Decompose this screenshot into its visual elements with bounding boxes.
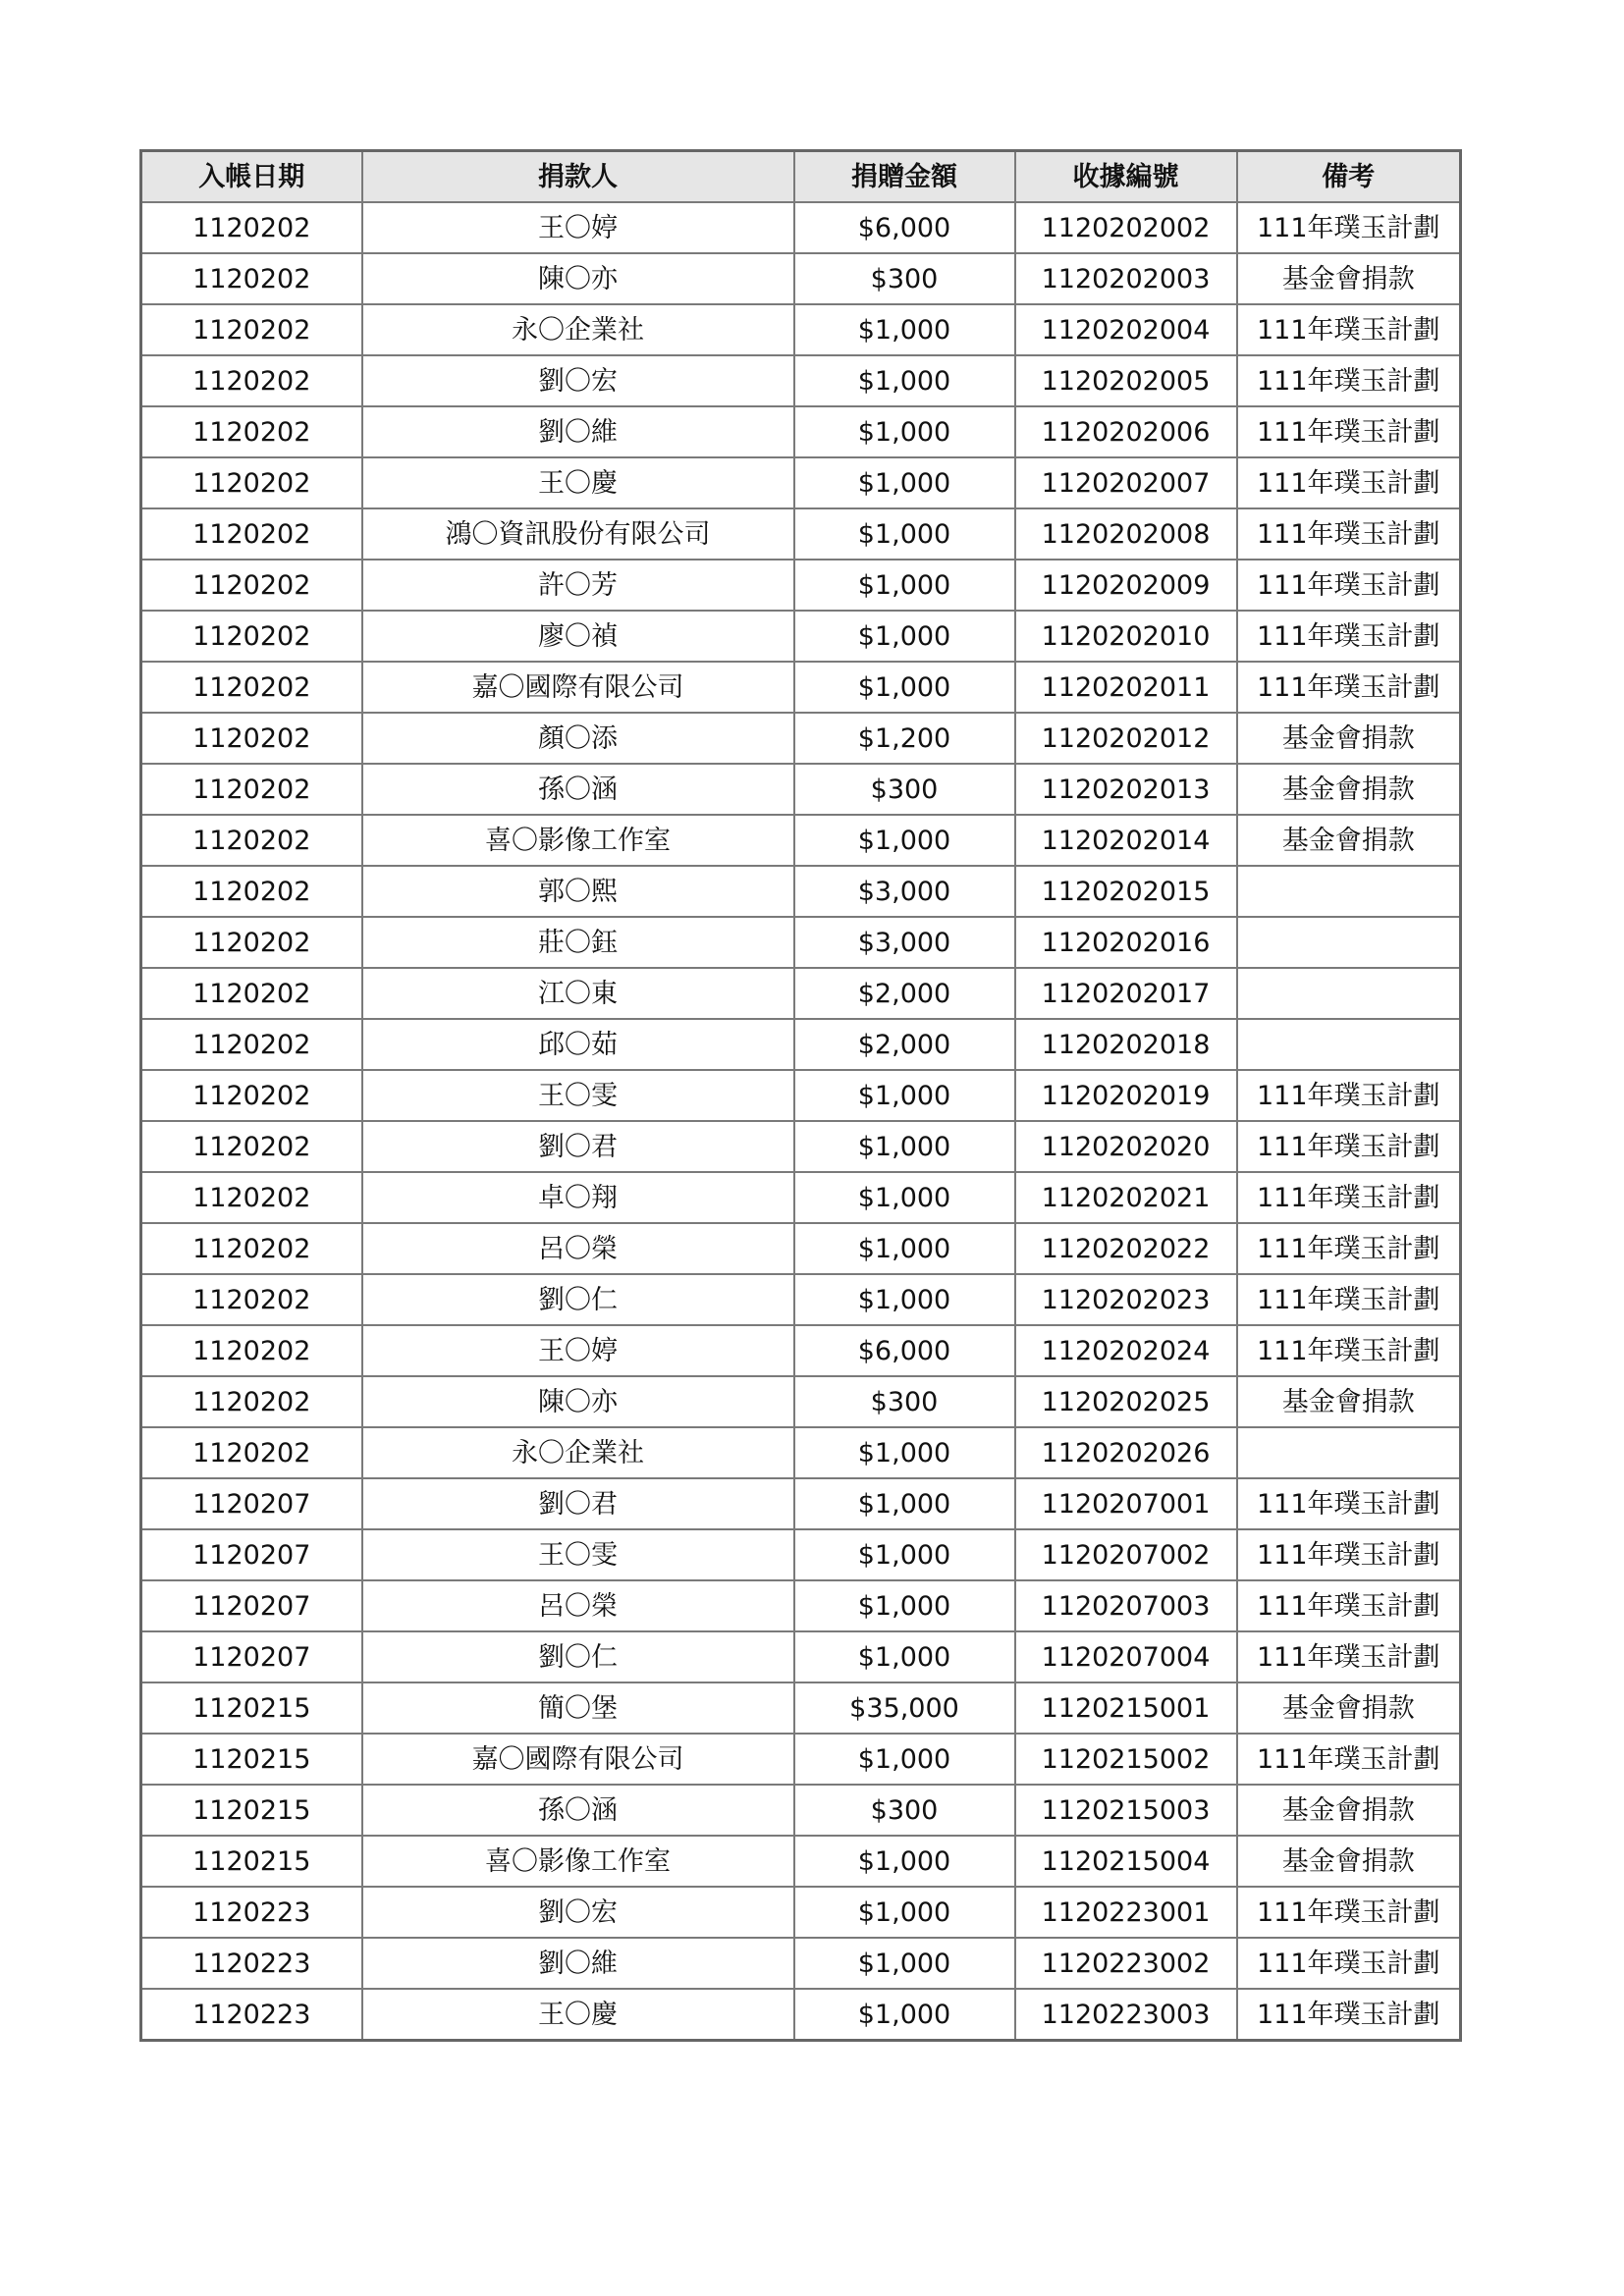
cell-donor: 嘉〇國際有限公司 [362,1734,794,1785]
table-row [141,611,1461,662]
table-row [141,764,1461,815]
cell-note: 基金會捐款 [1237,764,1461,815]
cell-donor: 劉〇宏 [362,355,794,406]
cell-date: 1120202 [141,406,362,457]
cell-amount: $1,000 [794,1223,1015,1274]
cell-date: 1120207 [141,1580,362,1631]
cell-date: 1120202 [141,1427,362,1478]
cell-date: 1120215 [141,1734,362,1785]
cell-receipt: 1120202012 [1015,713,1237,764]
cell-amount: $1,000 [794,1427,1015,1478]
cell-donor: 劉〇仁 [362,1631,794,1682]
table-row [141,253,1461,304]
cell-donor: 劉〇君 [362,1478,794,1529]
cell-receipt: 1120202009 [1015,560,1237,611]
cell-receipt: 1120202003 [1015,253,1237,304]
cell-amount: $1,000 [794,1172,1015,1223]
cell-note [1237,1427,1461,1478]
cell-note: 111年璞玉計劃 [1237,1734,1461,1785]
cell-date: 1120202 [141,1070,362,1121]
cell-note: 111年璞玉計劃 [1237,508,1461,560]
cell-note: 111年璞玉計劃 [1237,1529,1461,1580]
cell-date: 1120202 [141,1376,362,1427]
cell-date: 1120202 [141,968,362,1019]
table-row [141,1734,1461,1785]
cell-date: 1120202 [141,304,362,355]
cell-amount: $35,000 [794,1682,1015,1734]
cell-date: 1120202 [141,764,362,815]
cell-receipt: 1120223003 [1015,1989,1237,2041]
table-row [141,1887,1461,1938]
cell-amount: $1,000 [794,560,1015,611]
cell-receipt: 1120207001 [1015,1478,1237,1529]
table-row [141,1070,1461,1121]
cell-donor: 江〇東 [362,968,794,1019]
table-row [141,1325,1461,1376]
cell-receipt: 1120202013 [1015,764,1237,815]
cell-note: 111年璞玉計劃 [1237,1274,1461,1325]
cell-receipt: 1120223002 [1015,1938,1237,1989]
cell-amount: $1,200 [794,713,1015,764]
cell-donor: 陳〇亦 [362,1376,794,1427]
table-header [141,151,1461,203]
cell-donor: 呂〇榮 [362,1223,794,1274]
cell-receipt: 1120202018 [1015,1019,1237,1070]
table-row [141,1121,1461,1172]
table-row [141,1172,1461,1223]
cell-donor: 王〇婷 [362,202,794,253]
table-row [141,560,1461,611]
cell-receipt: 1120207002 [1015,1529,1237,1580]
cell-date: 1120223 [141,1938,362,1989]
cell-amount: $1,000 [794,508,1015,560]
cell-note: 111年璞玉計劃 [1237,1631,1461,1682]
cell-amount: $1,000 [794,406,1015,457]
cell-donor: 劉〇宏 [362,1887,794,1938]
cell-note: 111年璞玉計劃 [1237,1989,1461,2041]
table-row [141,1785,1461,1836]
cell-amount: $1,000 [794,1478,1015,1529]
cell-receipt: 1120202017 [1015,968,1237,1019]
cell-receipt: 1120215002 [1015,1734,1237,1785]
cell-note [1237,968,1461,1019]
cell-receipt: 1120202024 [1015,1325,1237,1376]
cell-donor: 王〇雯 [362,1070,794,1121]
cell-donor: 孫〇涵 [362,1785,794,1836]
cell-receipt: 1120202026 [1015,1427,1237,1478]
cell-note: 111年璞玉計劃 [1237,1325,1461,1376]
table-row [141,508,1461,560]
cell-note: 111年璞玉計劃 [1237,1887,1461,1938]
cell-donor: 永〇企業社 [362,1427,794,1478]
cell-donor: 許〇芳 [362,560,794,611]
cell-date: 1120202 [141,253,362,304]
cell-receipt: 1120202022 [1015,1223,1237,1274]
cell-note: 基金會捐款 [1237,1376,1461,1427]
cell-note: 111年璞玉計劃 [1237,1223,1461,1274]
table-row [141,1836,1461,1887]
cell-donor: 王〇婷 [362,1325,794,1376]
table-row [141,917,1461,968]
table-row [141,815,1461,866]
cell-note: 111年璞玉計劃 [1237,304,1461,355]
table-row [141,1529,1461,1580]
table-row [141,713,1461,764]
table-row [141,457,1461,508]
cell-receipt: 1120202010 [1015,611,1237,662]
cell-note: 111年璞玉計劃 [1237,611,1461,662]
cell-note: 基金會捐款 [1237,815,1461,866]
cell-date: 1120202 [141,202,362,253]
cell-receipt: 1120202011 [1015,662,1237,713]
cell-amount: $2,000 [794,968,1015,1019]
table-row [141,866,1461,917]
cell-note: 111年璞玉計劃 [1237,662,1461,713]
cell-note: 111年璞玉計劃 [1237,202,1461,253]
cell-note: 基金會捐款 [1237,253,1461,304]
cell-receipt: 1120202007 [1015,457,1237,508]
cell-amount: $1,000 [794,815,1015,866]
table-row [141,1580,1461,1631]
cell-receipt: 1120202004 [1015,304,1237,355]
cell-amount: $6,000 [794,1325,1015,1376]
table-row [141,1478,1461,1529]
cell-donor: 呂〇榮 [362,1580,794,1631]
cell-note: 111年璞玉計劃 [1237,1580,1461,1631]
cell-date: 1120215 [141,1785,362,1836]
cell-note: 基金會捐款 [1237,1682,1461,1734]
cell-donor: 簡〇堡 [362,1682,794,1734]
cell-date: 1120202 [141,611,362,662]
cell-date: 1120202 [141,917,362,968]
cell-amount: $1,000 [794,304,1015,355]
cell-donor: 孫〇涵 [362,764,794,815]
cell-note: 111年璞玉計劃 [1237,1938,1461,1989]
cell-amount: $300 [794,1376,1015,1427]
cell-donor: 王〇慶 [362,1989,794,2041]
cell-note: 111年璞玉計劃 [1237,1070,1461,1121]
cell-donor: 廖〇禎 [362,611,794,662]
cell-receipt: 1120202020 [1015,1121,1237,1172]
table-row [141,1682,1461,1734]
cell-note [1237,1019,1461,1070]
cell-note: 基金會捐款 [1237,1836,1461,1887]
cell-date: 1120202 [141,662,362,713]
cell-date: 1120202 [141,1172,362,1223]
cell-receipt: 1120202006 [1015,406,1237,457]
cell-amount: $300 [794,764,1015,815]
header-donor: 捐款人 [362,151,794,203]
table-row [141,406,1461,457]
cell-amount: $2,000 [794,1019,1015,1070]
header-note: 備考 [1237,151,1461,203]
cell-amount: $1,000 [794,1938,1015,1989]
cell-donor: 喜〇影像工作室 [362,815,794,866]
table-row [141,1019,1461,1070]
cell-receipt: 1120202021 [1015,1172,1237,1223]
table-row [141,968,1461,1019]
cell-donor: 卓〇翔 [362,1172,794,1223]
cell-amount: $3,000 [794,917,1015,968]
cell-donor: 郭〇熙 [362,866,794,917]
cell-date: 1120202 [141,1274,362,1325]
table-row [141,1989,1461,2041]
cell-amount: $1,000 [794,611,1015,662]
cell-donor: 莊〇鈺 [362,917,794,968]
cell-donor: 劉〇君 [362,1121,794,1172]
table-row [141,1631,1461,1682]
cell-amount: $1,000 [794,355,1015,406]
table-row [141,1938,1461,1989]
cell-receipt: 1120202025 [1015,1376,1237,1427]
cell-donor: 王〇雯 [362,1529,794,1580]
cell-date: 1120202 [141,1121,362,1172]
cell-note: 基金會捐款 [1237,713,1461,764]
table-body [141,202,1461,2041]
cell-receipt: 1120202014 [1015,815,1237,866]
cell-donor: 顏〇添 [362,713,794,764]
cell-receipt: 1120202016 [1015,917,1237,968]
cell-note [1237,866,1461,917]
cell-donor: 嘉〇國際有限公司 [362,662,794,713]
cell-amount: $6,000 [794,202,1015,253]
cell-note: 111年璞玉計劃 [1237,457,1461,508]
cell-amount: $1,000 [794,1121,1015,1172]
cell-donor: 王〇慶 [362,457,794,508]
cell-note: 111年璞玉計劃 [1237,1121,1461,1172]
cell-amount: $1,000 [794,1734,1015,1785]
cell-amount: $1,000 [794,662,1015,713]
cell-receipt: 1120202015 [1015,866,1237,917]
cell-receipt: 1120223001 [1015,1887,1237,1938]
cell-amount: $1,000 [794,1631,1015,1682]
cell-receipt: 1120215003 [1015,1785,1237,1836]
header-amount: 捐贈金額 [794,151,1015,203]
cell-note: 111年璞玉計劃 [1237,406,1461,457]
cell-receipt: 1120202002 [1015,202,1237,253]
header-receipt: 收據編號 [1015,151,1237,203]
cell-date: 1120202 [141,1325,362,1376]
cell-donor: 喜〇影像工作室 [362,1836,794,1887]
cell-receipt: 1120202008 [1015,508,1237,560]
cell-date: 1120202 [141,355,362,406]
cell-date: 1120215 [141,1682,362,1734]
header-row [141,151,1461,203]
cell-date: 1120207 [141,1478,362,1529]
cell-amount: $1,000 [794,1836,1015,1887]
cell-amount: $1,000 [794,1070,1015,1121]
cell-note [1237,917,1461,968]
table-row [141,202,1461,253]
cell-donor: 劉〇維 [362,1938,794,1989]
table-row [141,1427,1461,1478]
cell-date: 1120223 [141,1887,362,1938]
table-row [141,662,1461,713]
cell-receipt: 1120202019 [1015,1070,1237,1121]
table-row [141,304,1461,355]
cell-receipt: 1120202005 [1015,355,1237,406]
cell-date: 1120202 [141,1223,362,1274]
cell-date: 1120202 [141,508,362,560]
cell-receipt: 1120207004 [1015,1631,1237,1682]
cell-date: 1120207 [141,1631,362,1682]
cell-amount: $300 [794,253,1015,304]
cell-donor: 陳〇亦 [362,253,794,304]
table-row [141,1376,1461,1427]
cell-receipt: 1120207003 [1015,1580,1237,1631]
cell-amount: $3,000 [794,866,1015,917]
cell-date: 1120202 [141,457,362,508]
cell-amount: $1,000 [794,1529,1015,1580]
cell-date: 1120202 [141,560,362,611]
cell-date: 1120202 [141,713,362,764]
cell-date: 1120202 [141,815,362,866]
table-row [141,1223,1461,1274]
cell-note: 111年璞玉計劃 [1237,355,1461,406]
cell-date: 1120202 [141,1019,362,1070]
header-date: 入帳日期 [141,151,362,203]
cell-receipt: 1120215001 [1015,1682,1237,1734]
table-row [141,1274,1461,1325]
cell-amount: $1,000 [794,1274,1015,1325]
cell-date: 1120207 [141,1529,362,1580]
cell-note: 111年璞玉計劃 [1237,1172,1461,1223]
cell-note: 基金會捐款 [1237,1785,1461,1836]
cell-donor: 劉〇仁 [362,1274,794,1325]
cell-note: 111年璞玉計劃 [1237,1478,1461,1529]
cell-donor: 永〇企業社 [362,304,794,355]
cell-amount: $1,000 [794,1887,1015,1938]
cell-note: 111年璞玉計劃 [1237,560,1461,611]
donation-ledger-table [139,149,1462,2042]
cell-amount: $1,000 [794,457,1015,508]
cell-date: 1120202 [141,866,362,917]
cell-amount: $300 [794,1785,1015,1836]
cell-amount: $1,000 [794,1580,1015,1631]
cell-date: 1120215 [141,1836,362,1887]
table-row [141,355,1461,406]
cell-date: 1120223 [141,1989,362,2041]
cell-receipt: 1120202023 [1015,1274,1237,1325]
cell-receipt: 1120215004 [1015,1836,1237,1887]
cell-amount: $1,000 [794,1989,1015,2041]
cell-donor: 劉〇維 [362,406,794,457]
cell-donor: 邱〇茹 [362,1019,794,1070]
cell-donor: 鴻〇資訊股份有限公司 [362,508,794,560]
